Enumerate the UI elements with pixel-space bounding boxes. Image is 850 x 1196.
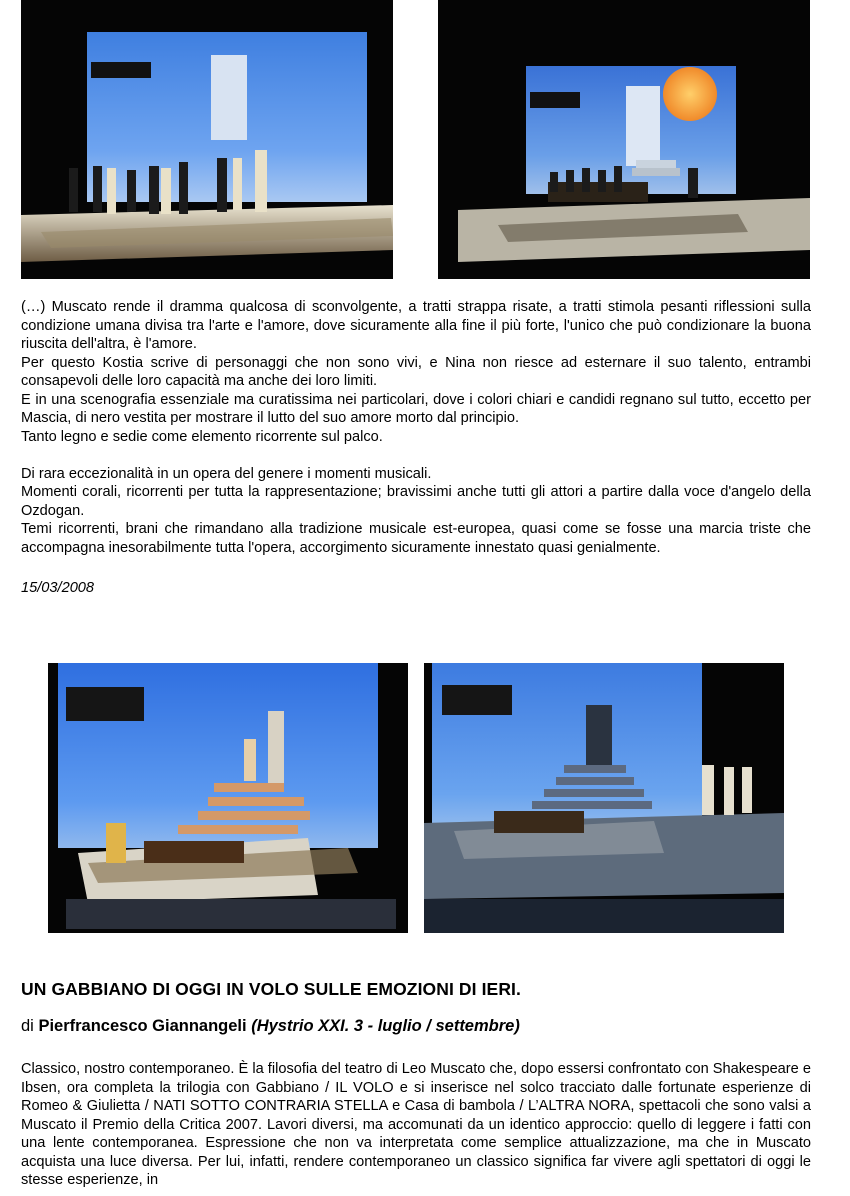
stage-photo-bottom-left	[48, 663, 408, 933]
paragraph: Di rara eccezionalità in un opera del genere i momenti musicali.	[21, 465, 432, 482]
paragraph: Momenti corali, ricorrenti per tutta la rappresentazione; bravissimi anche tutti gli attori a partire dalla voce d'angelo della Ozdogan.	[21, 484, 811, 519]
paragraph: Classico, nostro contemporaneo. È la filosofia del teatro di Leo Muscato che, dopo essersi confrontato con Shakespeare e Ibsen, ora completa la trilogia con Gabbiano / IL VOLO e si inserisce nel solco tracciato dalle fortunate esperienze di Romeo & Giulietta / NATI SOTTO CONTRARIA STELLA e Casa di bambola / L’ALTRA NORA, spettacoli che sono valsi a Muscato il Premio della Critica 2007. Lavori diversi, ma accomunati da un identico approccio: quello di leggere i fatti con una lente contemporanea. Espressione che non va interpretata come semplice attualizzazione, ma che in Muscato acquista una luce diversa. Per lui, infatti, rendere contemporaneo un classico significa far vivere agli spettatori di oggi le stesse esperienze, in	[21, 1061, 811, 1188]
paragraph: (…) Muscato rende il dramma qualcosa di sconvolgente, a tratti strappa risate, a tratti stimola pesanti riflessioni sulla condizione umana divisa tra l'arte e l'amore, dove sicuramente alla fine il più forte, l'unico che può condizionare la buona riuscita dell'altra, è l'amore.	[21, 299, 811, 352]
byline-prefix: di	[21, 1017, 39, 1035]
stage-photo-bottom-right	[424, 663, 784, 933]
stage-photo-top-left	[21, 0, 393, 279]
stage-photo-top-right	[438, 0, 810, 279]
paragraph: Per questo Kostia scrive di personaggi che non sono vivi, e Nina non riesce ad esternare il suo talento, entrambi consapevoli delle loro capacità ma anche dei loro limiti.	[21, 354, 811, 389]
paragraph: E in una scenografia essenziale ma curatissima nei particolari, dove i colori chiari e candidi regnano sul tutto, eccetto per Mascia, di nero vestita per mostrare il lutto del suo amore morto dal principio.	[21, 391, 811, 426]
article-headline: UN GABBIANO DI OGGI IN VOLO SULLE EMOZIONI DI IERI.	[21, 979, 521, 999]
article-source: (Hystrio XXI. 3 - luglio / settembre)	[246, 1017, 520, 1035]
paragraph: Temi ricorrenti, brani che rimandano alla tradizione musicale est-europea, quasi come se fosse una marcia triste che accompagna inesorabilmente tutta l'opera, accorgimento sicuramente innestato quasi genialmente.	[21, 521, 811, 556]
review-1-body	[21, 298, 811, 557]
paragraph: Tanto legno e sedie come elemento ricorrente sul palco.	[21, 428, 383, 445]
author-name: Pierfrancesco Giannangeli	[38, 1017, 247, 1035]
article-body	[21, 1060, 811, 1190]
article-byline	[21, 1017, 520, 1036]
review-date: 15/03/2008	[21, 580, 95, 596]
